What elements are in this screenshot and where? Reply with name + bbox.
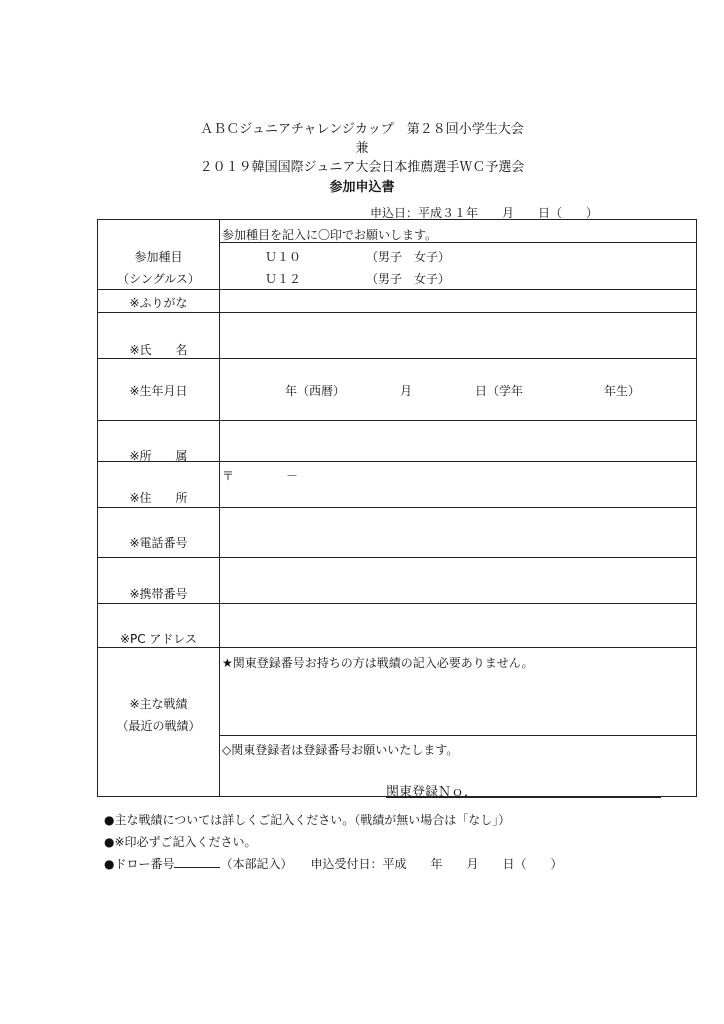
mobile-label: ※携帯番号 [129,587,188,601]
postal-mark: 〒 [222,469,235,483]
address-field[interactable] [220,462,697,508]
registration-number-label: 関東登録Ｎｏ． [386,785,478,800]
birthdate-year: 年（西暦） [285,384,346,398]
event-instruction: 参加種目を記入に〇印でお願いします。 [222,228,438,242]
draw-number-label: ●ドロー番号 [104,857,175,871]
affiliation-row [98,421,697,462]
tournament-title: ＡＢＣジュニアチャレンジカップ 第２８回小学生大会 [200,122,524,137]
registration-number-line[interactable] [386,797,661,798]
furigana-field[interactable] [220,290,697,313]
tournament-subtitle-connector: 兼 [355,141,369,156]
results-field[interactable] [220,648,697,800]
mobile-label-cell [98,558,220,604]
phone-field[interactable] [220,508,697,558]
draw-number-blank[interactable] [174,856,220,868]
application-date: 申込日：平成３１年 月 日（ ） [370,206,599,220]
postal-dash: － [286,469,299,483]
pc-address-label-cell [98,604,220,648]
event-label-cell [98,220,220,290]
pc-address-row [98,604,697,648]
event-sublabel: （シングルス） [117,272,200,286]
address-label: ※住 所 [129,491,188,505]
affiliation-field[interactable] [220,421,697,462]
birthdate-label: ※生年月日 [129,384,188,398]
mobile-row [98,558,697,604]
birthdate-label-cell [98,359,220,421]
birthdate-day-grade: 日（学年 [475,384,524,398]
results-sublabel: （最近の戦績） [116,719,201,733]
results-note: ★関東登録番号お持ちの方は戦績の記入必要ありません。 [222,656,534,670]
results-row [98,648,697,797]
note-draw-number [104,855,563,872]
birthdate-row [98,359,697,421]
results-label-cell [98,648,220,797]
event-option-u10[interactable]: Ｕ１０ [265,250,302,264]
event-gender-u10[interactable]: （男子 女子） [366,250,451,264]
birthdate-month: 月 [400,384,413,398]
event-row [98,220,697,290]
furigana-label: ※ふりがな [129,296,188,310]
mobile-field[interactable] [220,558,697,604]
furigana-label-cell [98,290,220,313]
note-required-fields: ●※印必ずご記入ください。 [104,835,257,849]
event-value-cell[interactable] [220,220,697,290]
tournament-qualifier-title: ２０１９韓国国際ジュニア大会日本推薦選手ＷＣ予選会 [199,160,525,175]
event-option-u12[interactable]: Ｕ１２ [265,272,302,286]
birthdate-field[interactable] [220,359,697,421]
name-row [98,313,697,359]
name-field[interactable] [220,313,697,359]
phone-row [98,508,697,558]
pc-address-label: ※PC アドレス [119,632,198,646]
results-label: ※主な戦績 [129,697,188,711]
event-label: 参加種目 [134,250,183,264]
phone-label-cell [98,508,220,558]
address-row [98,462,697,508]
reception-date: （本部記入） 申込受付日：平成 年 月 日（ ） [220,857,563,871]
registration-note: ◇関東登録者は登録番号お願いいたします。 [222,743,459,757]
furigana-row [98,290,697,313]
affiliation-label: ※所 属 [129,449,188,463]
birthdate-grade-suffix: 年生） [604,384,641,398]
event-gender-u12[interactable]: （男子 女子） [366,272,451,286]
phone-label: ※電話番号 [129,536,188,550]
form-title: 参加申込書 [329,180,395,195]
note-results-detail: ●主な戦績については詳しくご記入ください。（戦績が無い場合は「なし」） [104,813,511,827]
affiliation-label-cell [98,421,220,462]
pc-address-field[interactable] [220,604,697,648]
name-label: ※氏 名 [129,343,188,357]
name-label-cell [98,313,220,359]
address-label-cell [98,462,220,508]
application-form-table [97,219,697,800]
